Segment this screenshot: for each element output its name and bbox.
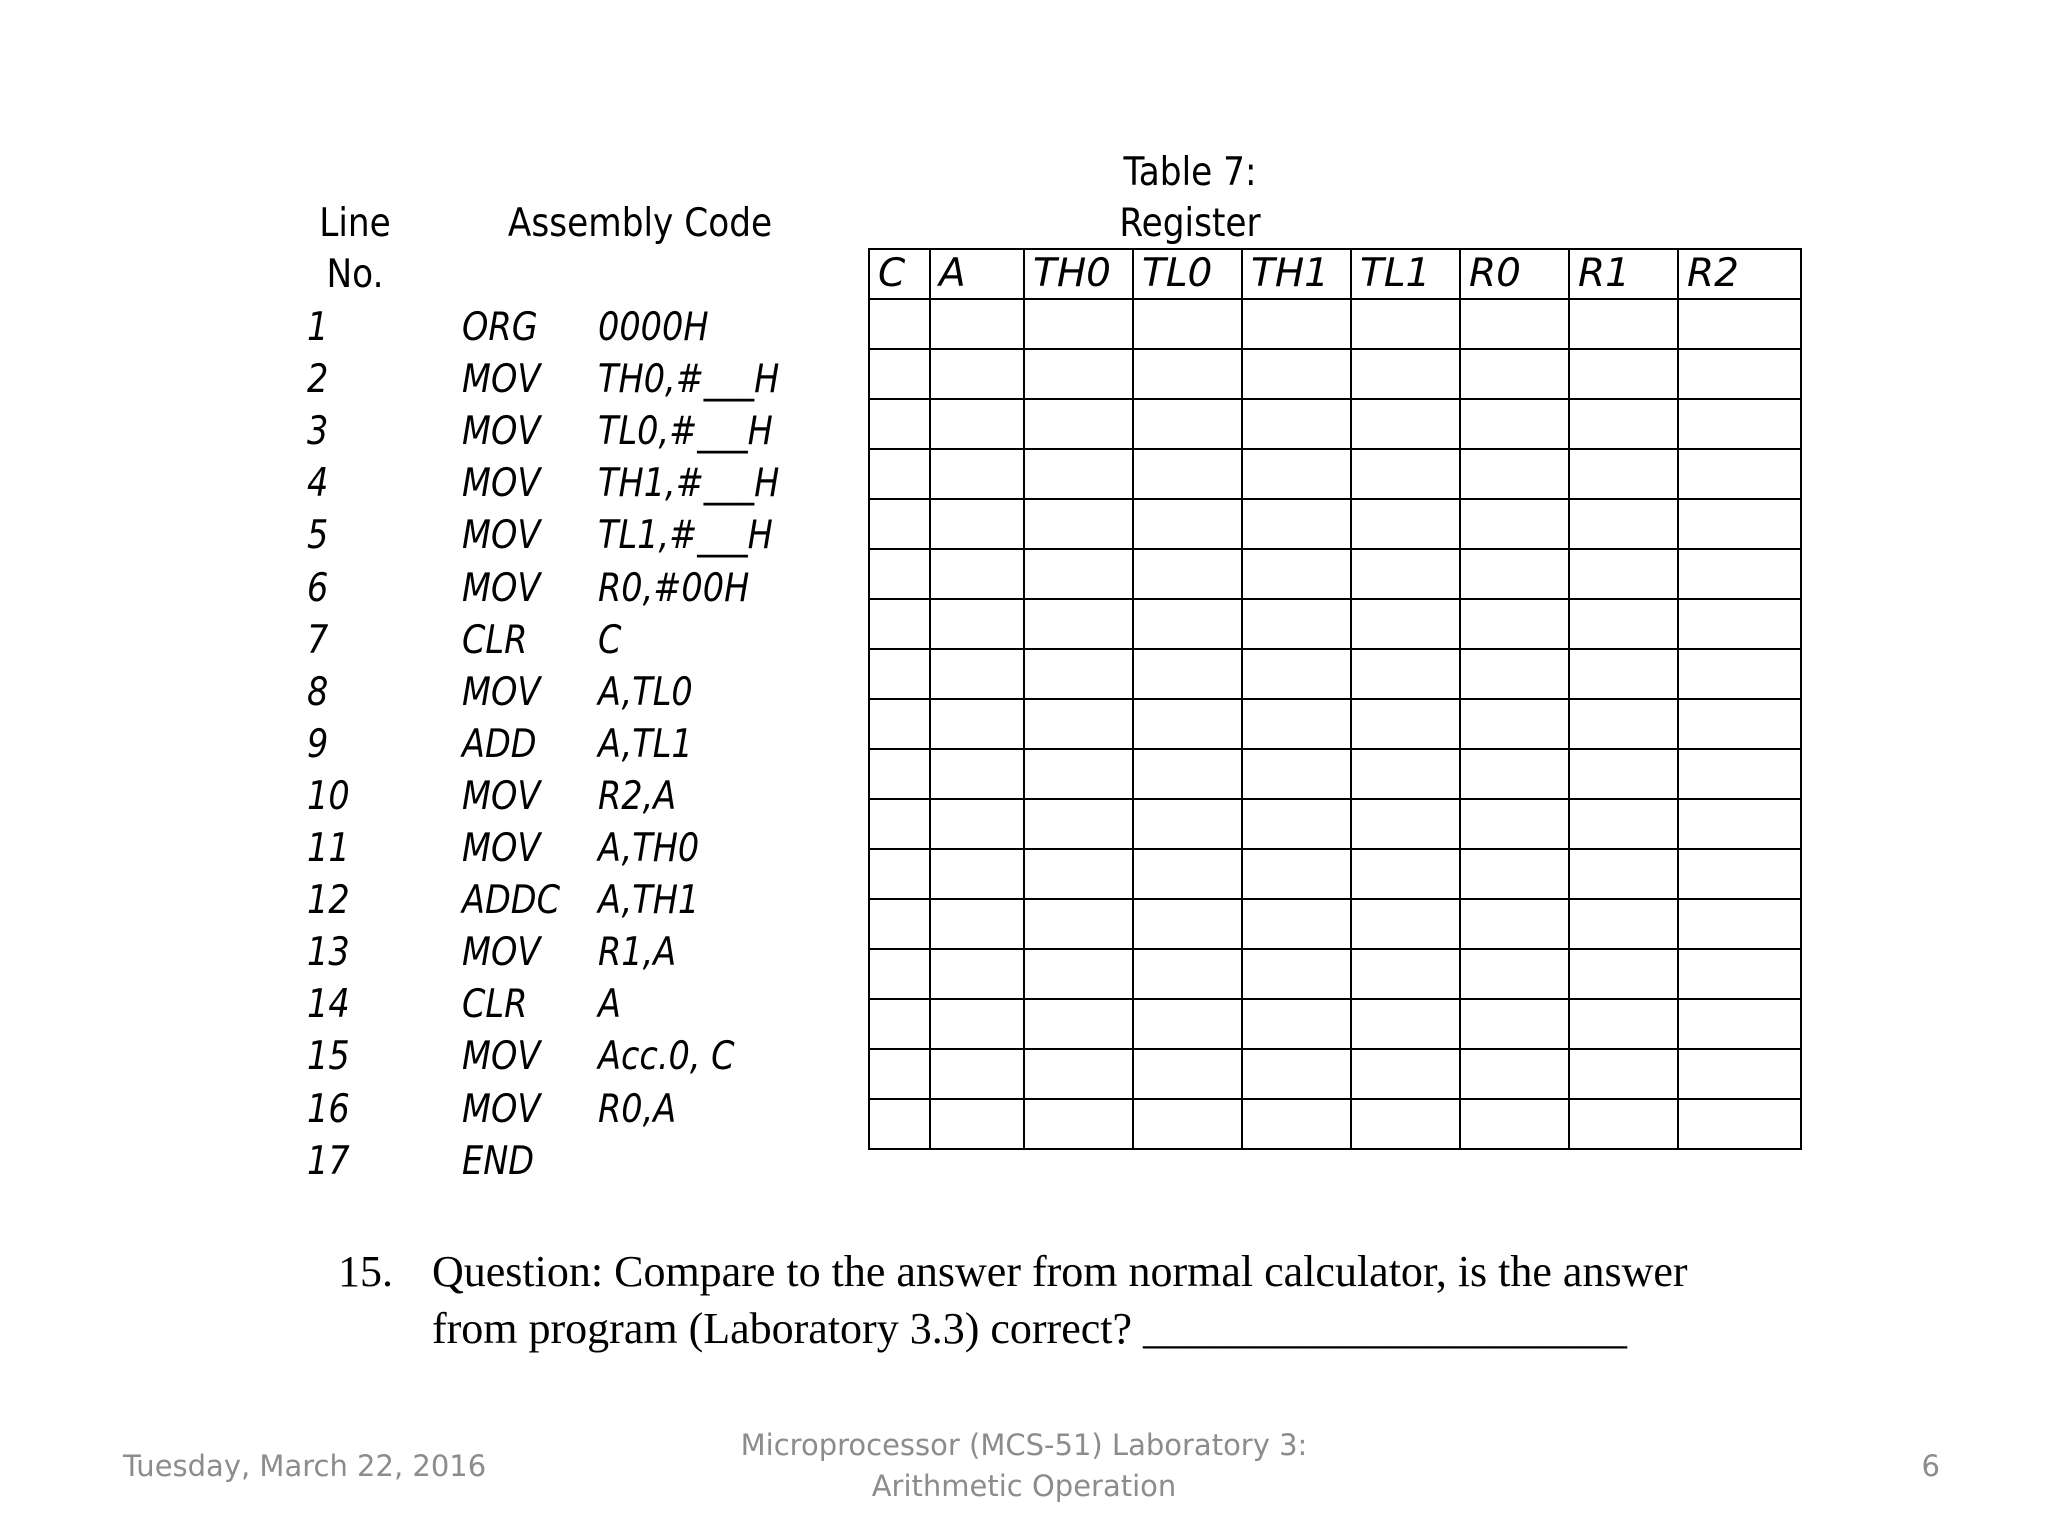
table-cell bbox=[1242, 699, 1351, 749]
table-cell bbox=[1024, 949, 1133, 999]
table-title-line2: Register bbox=[1119, 201, 1261, 246]
table-cell bbox=[1678, 549, 1801, 599]
register-column-header: R1 bbox=[1569, 249, 1678, 299]
table-cell bbox=[1678, 599, 1801, 649]
table-cell bbox=[1024, 799, 1133, 849]
table-title-line1: Table 7: bbox=[1123, 150, 1257, 195]
line-number: 12 bbox=[307, 878, 350, 924]
table-cell bbox=[1460, 949, 1569, 999]
line-number: 2 bbox=[307, 357, 329, 403]
register-column-header: R0 bbox=[1460, 249, 1569, 299]
footer-title-line2: Arithmetic Operation bbox=[871, 1469, 1177, 1503]
assembly-code-header: Assembly Code bbox=[507, 201, 773, 246]
table-cell bbox=[930, 599, 1024, 649]
table-row bbox=[869, 1049, 1801, 1099]
table-cell bbox=[1569, 1049, 1678, 1099]
table-cell bbox=[1678, 849, 1801, 899]
table-cell bbox=[1351, 899, 1460, 949]
question-text-line2: from program (Laboratory 3.3) correct? ______________________ bbox=[432, 1304, 1628, 1353]
table-cell bbox=[1460, 299, 1569, 349]
table-cell bbox=[1569, 399, 1678, 449]
table-cell bbox=[1460, 649, 1569, 699]
table-cell bbox=[1242, 849, 1351, 899]
table-cell bbox=[930, 699, 1024, 749]
table-cell bbox=[1569, 499, 1678, 549]
opcode: MOV bbox=[462, 1086, 541, 1132]
operand: A,TH1 bbox=[598, 878, 700, 924]
table-cell bbox=[869, 749, 930, 799]
table-cell bbox=[1024, 849, 1133, 899]
opcode: MOV bbox=[462, 513, 541, 559]
table-cell bbox=[1024, 399, 1133, 449]
table-cell bbox=[1460, 699, 1569, 749]
opcode: MOV bbox=[462, 826, 541, 871]
opcode: ADDC bbox=[462, 878, 561, 924]
opcode: END bbox=[462, 1138, 535, 1184]
table-row bbox=[869, 599, 1801, 649]
table-cell bbox=[1678, 349, 1801, 399]
table-cell bbox=[869, 899, 930, 949]
table-cell bbox=[1133, 699, 1242, 749]
table-cell bbox=[1351, 1049, 1460, 1099]
table-cell bbox=[869, 949, 930, 999]
table-cell bbox=[1678, 699, 1801, 749]
table-cell bbox=[1460, 1049, 1569, 1099]
table-cell bbox=[1569, 299, 1678, 349]
line-number: 8 bbox=[307, 669, 329, 715]
table-cell bbox=[869, 549, 930, 599]
register-column-header: TH1 bbox=[1242, 249, 1351, 299]
table-cell bbox=[1351, 1099, 1460, 1149]
line-number: 1 bbox=[307, 305, 329, 350]
table-cell bbox=[930, 799, 1024, 849]
table-cell bbox=[1678, 449, 1801, 499]
line-number-header bbox=[302, 198, 408, 300]
line-number: 16 bbox=[307, 1086, 350, 1132]
table-row bbox=[869, 299, 1801, 349]
table-cell bbox=[930, 649, 1024, 699]
table-cell bbox=[1024, 549, 1133, 599]
opcode: CLR bbox=[462, 982, 528, 1028]
table-cell bbox=[930, 899, 1024, 949]
table-cell bbox=[930, 449, 1024, 499]
table-cell bbox=[1351, 749, 1460, 799]
table-row bbox=[869, 899, 1801, 949]
table-cell bbox=[1024, 649, 1133, 699]
table-cell bbox=[1242, 649, 1351, 699]
register-column-header: C bbox=[869, 249, 930, 299]
table-cell bbox=[930, 999, 1024, 1049]
table-cell bbox=[1242, 549, 1351, 599]
table-cell bbox=[1242, 949, 1351, 999]
table-cell bbox=[1460, 549, 1569, 599]
table-cell bbox=[1678, 499, 1801, 549]
table-cell bbox=[1351, 999, 1460, 1049]
table-cell bbox=[869, 399, 930, 449]
table-row bbox=[869, 549, 1801, 599]
table-cell bbox=[1133, 1049, 1242, 1099]
opcode: ADD bbox=[462, 721, 537, 767]
table-cell bbox=[869, 299, 930, 349]
opcode: MOV bbox=[462, 773, 541, 819]
table-cell bbox=[1460, 1099, 1569, 1149]
table-row bbox=[869, 1099, 1801, 1149]
register-table-header-row bbox=[869, 249, 1801, 299]
table-cell bbox=[1242, 299, 1351, 349]
opcode: MOV bbox=[462, 1034, 541, 1080]
table-cell bbox=[1569, 949, 1678, 999]
table-cell bbox=[1678, 799, 1801, 849]
table-cell bbox=[1351, 799, 1460, 849]
table-cell bbox=[1351, 949, 1460, 999]
table-cell bbox=[1569, 849, 1678, 899]
table-cell bbox=[1133, 849, 1242, 899]
operand: Acc.0, C bbox=[598, 1034, 735, 1080]
table-row bbox=[869, 999, 1801, 1049]
table-cell bbox=[1460, 999, 1569, 1049]
table-row bbox=[869, 349, 1801, 399]
line-number: 4 bbox=[307, 461, 329, 507]
register-column-header: A bbox=[930, 249, 1024, 299]
operand: A,TL1 bbox=[598, 721, 693, 767]
table-cell bbox=[1133, 399, 1242, 449]
table-cell bbox=[1569, 699, 1678, 749]
line-number: 10 bbox=[307, 773, 350, 819]
table-cell bbox=[1133, 949, 1242, 999]
table-cell bbox=[1242, 499, 1351, 549]
table-cell bbox=[1351, 299, 1460, 349]
table-cell bbox=[1678, 399, 1801, 449]
question-text-line1: Question: Compare to the answer from normal calculator, is the answer bbox=[432, 1247, 1688, 1296]
table-cell bbox=[1242, 399, 1351, 449]
table-cell bbox=[1133, 899, 1242, 949]
table-cell bbox=[1678, 999, 1801, 1049]
table-cell bbox=[1569, 899, 1678, 949]
operand: R0,A bbox=[598, 1086, 677, 1132]
table-cell bbox=[930, 749, 1024, 799]
table-cell bbox=[930, 549, 1024, 599]
table-cell bbox=[1569, 999, 1678, 1049]
opcode: ORG bbox=[462, 305, 538, 350]
table-cell bbox=[1024, 1049, 1133, 1099]
table-cell bbox=[1569, 799, 1678, 849]
table-cell bbox=[1024, 499, 1133, 549]
line-number: 5 bbox=[307, 513, 329, 559]
table-row bbox=[869, 449, 1801, 499]
opcode: MOV bbox=[462, 669, 541, 715]
table-cell bbox=[1569, 1099, 1678, 1149]
table-cell bbox=[1133, 449, 1242, 499]
line-number: 15 bbox=[307, 1034, 350, 1080]
table-cell bbox=[1460, 449, 1569, 499]
table-cell bbox=[1133, 749, 1242, 799]
line-number: 3 bbox=[307, 409, 329, 455]
table-row bbox=[869, 699, 1801, 749]
table-cell bbox=[1351, 549, 1460, 599]
table-cell bbox=[869, 449, 930, 499]
table-cell bbox=[1351, 449, 1460, 499]
table-cell bbox=[869, 599, 930, 649]
table-cell bbox=[869, 849, 930, 899]
table-cell bbox=[1678, 649, 1801, 699]
table-cell bbox=[1569, 599, 1678, 649]
table-cell bbox=[1242, 899, 1351, 949]
table-row bbox=[869, 799, 1801, 849]
table-cell bbox=[1133, 999, 1242, 1049]
table-cell bbox=[1351, 849, 1460, 899]
table-row bbox=[869, 649, 1801, 699]
operand: R2,A bbox=[598, 773, 677, 819]
table-cell bbox=[869, 649, 930, 699]
opcode: MOV bbox=[462, 409, 541, 455]
table-cell bbox=[1024, 299, 1133, 349]
footer-date: Tuesday, March 22, 2016 bbox=[123, 1449, 487, 1483]
table-row bbox=[869, 499, 1801, 549]
table-cell bbox=[930, 1049, 1024, 1099]
line-number: 7 bbox=[307, 617, 329, 663]
table-cell bbox=[930, 1099, 1024, 1149]
table-cell bbox=[1133, 299, 1242, 349]
table-cell bbox=[1024, 899, 1133, 949]
table-cell bbox=[1678, 1049, 1801, 1099]
table-cell bbox=[869, 999, 930, 1049]
table-title bbox=[1093, 147, 1287, 249]
table-cell bbox=[869, 799, 930, 849]
table-cell bbox=[1569, 349, 1678, 399]
table-cell bbox=[869, 699, 930, 749]
operand: 0000H bbox=[598, 305, 709, 350]
table-row bbox=[869, 949, 1801, 999]
opcode: CLR bbox=[462, 617, 528, 663]
table-cell bbox=[1242, 799, 1351, 849]
table-cell bbox=[1460, 349, 1569, 399]
table-cell bbox=[930, 949, 1024, 999]
table-cell bbox=[869, 499, 930, 549]
table-cell bbox=[1460, 899, 1569, 949]
table-cell bbox=[1678, 749, 1801, 799]
operand: TH0,#___H bbox=[598, 357, 780, 403]
operand: R1,A bbox=[598, 930, 677, 976]
table-cell bbox=[1024, 749, 1133, 799]
table-cell bbox=[1351, 349, 1460, 399]
table-cell bbox=[1351, 399, 1460, 449]
table-cell bbox=[1242, 1099, 1351, 1149]
table-cell bbox=[1569, 749, 1678, 799]
opcode: MOV bbox=[462, 357, 541, 403]
table-cell bbox=[1133, 799, 1242, 849]
table-cell bbox=[1133, 599, 1242, 649]
opcode: MOV bbox=[462, 461, 541, 507]
table-cell bbox=[1242, 999, 1351, 1049]
table-cell bbox=[1460, 849, 1569, 899]
table-cell bbox=[1460, 499, 1569, 549]
line-number-header-line2: No. bbox=[326, 252, 384, 297]
table-cell bbox=[1351, 699, 1460, 749]
table-cell bbox=[930, 299, 1024, 349]
opcode: MOV bbox=[462, 565, 541, 611]
operand: TL1,#___H bbox=[598, 513, 773, 559]
register-column-header: R2 bbox=[1678, 249, 1801, 299]
table-cell bbox=[1133, 1099, 1242, 1149]
register-table bbox=[868, 248, 1802, 1150]
line-number: 17 bbox=[307, 1138, 350, 1184]
table-cell bbox=[1133, 349, 1242, 399]
table-cell bbox=[1133, 649, 1242, 699]
table-cell bbox=[1351, 499, 1460, 549]
table-cell bbox=[1024, 699, 1133, 749]
table-cell bbox=[930, 399, 1024, 449]
opcode: MOV bbox=[462, 930, 541, 976]
line-number: 6 bbox=[307, 565, 329, 611]
table-cell bbox=[1133, 549, 1242, 599]
question-number: 15. bbox=[338, 1247, 393, 1296]
table-cell bbox=[1678, 1099, 1801, 1149]
table-cell bbox=[1242, 599, 1351, 649]
line-number: 14 bbox=[307, 982, 350, 1028]
table-cell bbox=[1024, 599, 1133, 649]
register-column-header: TH0 bbox=[1024, 249, 1133, 299]
line-number-header-line1: Line bbox=[319, 201, 391, 246]
operand: A bbox=[598, 982, 621, 1028]
operand: TL0,#___H bbox=[598, 409, 773, 455]
table-cell bbox=[1242, 449, 1351, 499]
table-cell bbox=[1460, 749, 1569, 799]
operand: R0,#00H bbox=[598, 565, 750, 611]
table-cell bbox=[1569, 549, 1678, 599]
register-column-header: TL1 bbox=[1351, 249, 1460, 299]
table-row bbox=[869, 399, 1801, 449]
line-number: 13 bbox=[307, 930, 350, 976]
footer-title-line1: Microprocessor (MCS-51) Laboratory 3: bbox=[740, 1428, 1308, 1462]
table-cell bbox=[1569, 649, 1678, 699]
table-cell bbox=[869, 349, 930, 399]
table-cell bbox=[1242, 1049, 1351, 1099]
table-cell bbox=[1678, 299, 1801, 349]
table-cell bbox=[1351, 599, 1460, 649]
operand: A,TH0 bbox=[598, 826, 700, 871]
operand: A,TL0 bbox=[598, 669, 693, 715]
table-cell bbox=[1351, 649, 1460, 699]
table-cell bbox=[1242, 349, 1351, 399]
line-number: 11 bbox=[307, 826, 350, 871]
table-cell bbox=[1024, 349, 1133, 399]
table-cell bbox=[1460, 399, 1569, 449]
table-cell bbox=[930, 349, 1024, 399]
table-cell bbox=[1024, 1099, 1133, 1149]
table-cell bbox=[930, 849, 1024, 899]
table-row bbox=[869, 749, 1801, 799]
footer-page-number: 6 bbox=[1921, 1449, 1940, 1483]
table-cell bbox=[1460, 799, 1569, 849]
table-row bbox=[869, 849, 1801, 899]
table-cell bbox=[1133, 499, 1242, 549]
table-cell bbox=[1460, 599, 1569, 649]
footer-title bbox=[724, 1425, 1324, 1507]
table-cell bbox=[1242, 749, 1351, 799]
line-number: 9 bbox=[307, 721, 329, 767]
table-cell bbox=[869, 1049, 930, 1099]
table-cell bbox=[1678, 949, 1801, 999]
operand: C bbox=[598, 617, 622, 663]
operand: TH1,#___H bbox=[598, 461, 780, 507]
table-cell bbox=[869, 1099, 930, 1149]
table-cell bbox=[1569, 449, 1678, 499]
table-cell bbox=[930, 499, 1024, 549]
table-cell bbox=[1024, 999, 1133, 1049]
register-column-header: TL0 bbox=[1133, 249, 1242, 299]
table-cell bbox=[1024, 449, 1133, 499]
table-cell bbox=[1678, 899, 1801, 949]
